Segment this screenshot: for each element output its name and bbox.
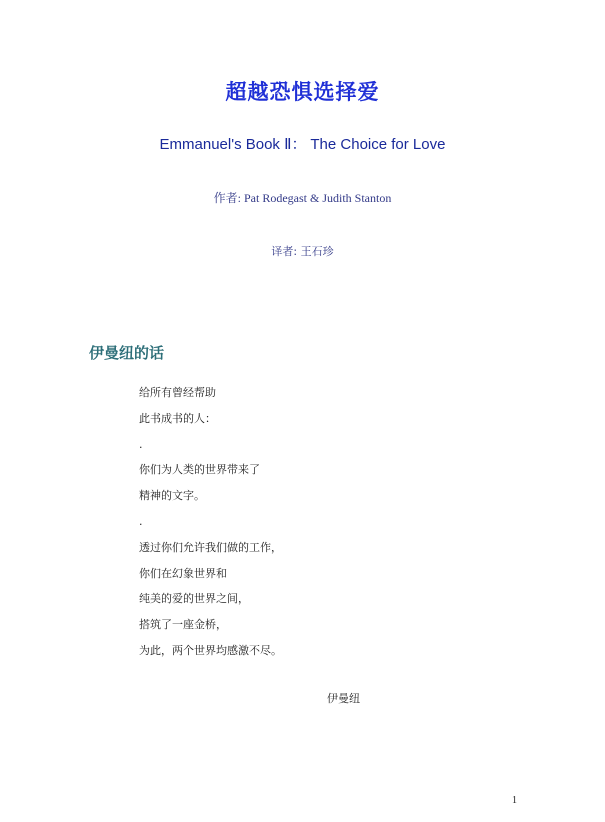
page-subtitle: Emmanuel's Book Ⅱ： The Choice for Love: [159, 136, 446, 153]
page-title: 超越恐惧选择爱: [225, 80, 380, 104]
poem-line: .: [139, 437, 143, 451]
poem-line: .: [139, 514, 143, 528]
poem-line: 你们在幻象世界和: [139, 566, 227, 580]
section-heading: 伊曼纽的话: [89, 344, 165, 362]
poem-line: 此书成书的人：: [139, 411, 216, 425]
poem-line: 纯美的爱的世界之间，: [139, 592, 249, 606]
translator-line: 译者: 王石珍: [271, 245, 334, 258]
poem-line: 为此，两个世界均感激不尽。: [139, 643, 282, 657]
page-number: 1: [512, 795, 517, 806]
poem-line: 透过你们允许我们做的工作，: [139, 540, 282, 554]
signature: 伊曼纽: [327, 692, 360, 705]
poem-line: 搭筑了一座金桥，: [139, 618, 227, 632]
poem: [139, 380, 539, 664]
poem-line: 你们为人类的世界带来了: [139, 463, 260, 477]
poem-line: 给所有曾经帮助: [139, 386, 216, 399]
author-line: 作者: Pat Rodegast & Judith Stanton: [213, 191, 392, 205]
poem-line: 精神的文字。: [139, 489, 205, 503]
